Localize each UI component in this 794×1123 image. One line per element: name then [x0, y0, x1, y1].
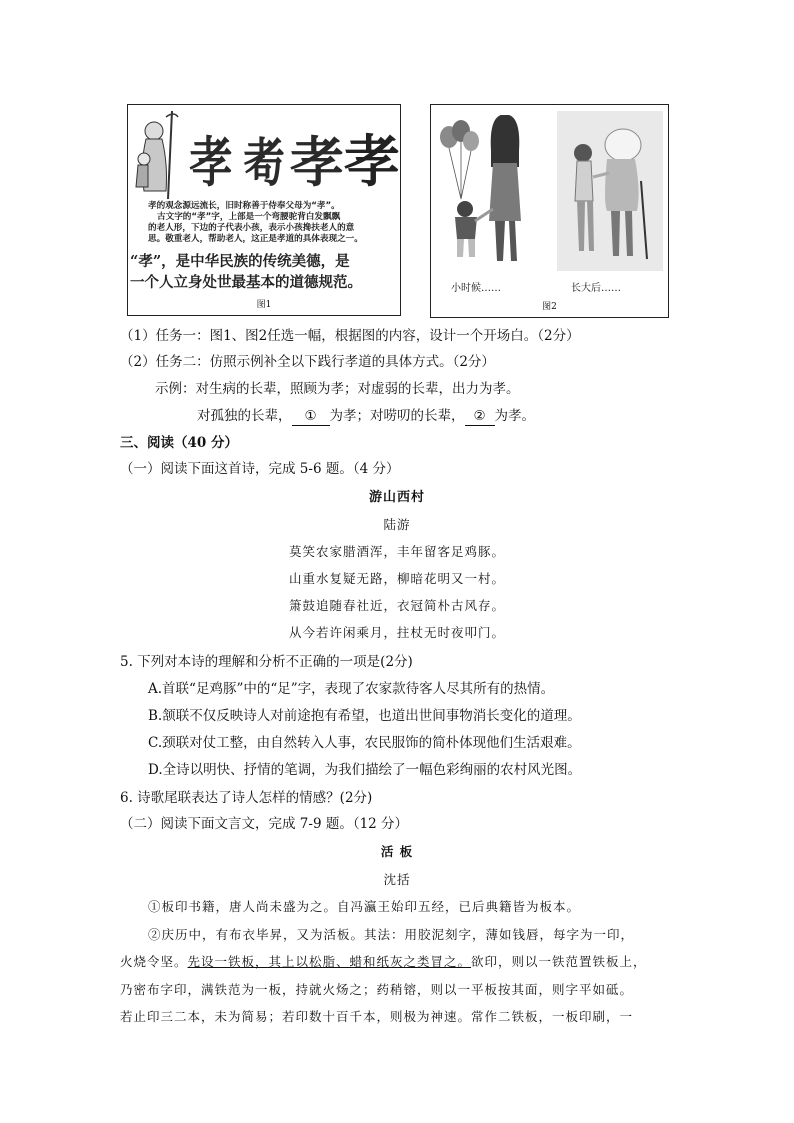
underlined-sentence: 先设一铁板，其上以松脂、蜡和纸灰之类冒之。 — [187, 954, 472, 969]
elder-with-child-illustration — [132, 109, 184, 205]
adulthood-scene — [557, 111, 663, 271]
question-5-option-d[interactable]: D.全诗以明快、抒情的笔调，为我们描绘了一幅色彩绚丽的农村风光图。 — [148, 762, 582, 778]
question-5-stem: 5. 下列对本诗的理解和分析不正确的一项是(2分) — [120, 654, 413, 670]
childhood-scene — [435, 111, 543, 271]
part-2-instruction: （二）阅读下面文言文，完成 7-9 题。（12 分） — [120, 816, 409, 832]
poem-line: 箫鼓追随春社近，衣冠简朴古风存。 — [288, 598, 505, 613]
figure1-small-line: 的老人形，下边的子代表小孩，表示小孩搀扶老人的意 — [148, 223, 355, 233]
poem-line: 莫笑农家腊酒浑，丰年留客足鸡豚。 — [288, 544, 505, 559]
fill-text-c: 为孝。 — [494, 408, 535, 424]
question-6: 6. 诗歌尾联表达了诗人怎样的情感？(2分) — [120, 790, 373, 806]
figure1-small-text — [148, 201, 396, 245]
answer-blank-2[interactable]: ② — [465, 407, 495, 426]
figure1-big-line: “孝”，是中华民族的传统美德，是 — [130, 253, 350, 270]
figure1-small-line: 孝的观念源远流长，旧时称善于侍奉父母为“孝”。 — [148, 201, 340, 211]
task-1: （1）任务一：图1、图2任选一幅，根据图的内容，设计一个开场白。（2分） — [120, 328, 580, 344]
question-5-option-b[interactable]: B.颔联不仅反映诗人对前途抱有希望，也道出世间事物消长变化的道理。 — [148, 708, 581, 724]
seal-char-3: 孝 — [290, 129, 345, 194]
part-1-instruction: （一）阅读下面这首诗，完成 5-6 题。（4 分） — [120, 461, 400, 477]
fill-text-a: 对孤独的长辈， — [197, 408, 292, 424]
task-example: 示例：对生病的长辈，照顾为孝；对虚弱的长辈，出力为孝。 — [155, 381, 520, 397]
figure-1 — [127, 104, 401, 316]
task-2: （2）任务二：仿照示例补全以下践行孝道的具体方式。（2分） — [120, 354, 495, 370]
poem-author: 陆游 — [383, 517, 411, 532]
prose-paragraph-2-line-4: 若止印三二本，未为简易；若印数十百千本，则极为神速。常作二铁板，一板印刷，一 — [120, 1009, 634, 1024]
poem-line: 山重水复疑无路，柳暗花明又一村。 — [288, 571, 505, 586]
poem-title: 游山西村 — [368, 490, 425, 505]
question-5-option-c[interactable]: C.颈联对仗工整，由自然转入人事，农民服饰的简朴体现他们生活艰难。 — [148, 735, 581, 751]
figure1-small-line: 思。敬重老人，帮助老人，这正是孝道的具体表现之一。 — [148, 234, 363, 244]
figure-2 — [430, 104, 669, 318]
prose-paragraph-2-line-1: ②庆历中，有布衣毕昇，又为活板。其法：用胶泥刻字，薄如钱唇，每字为一印， — [148, 927, 635, 942]
seal-script-row — [184, 113, 401, 203]
seal-char-1: 孝 — [189, 129, 233, 194]
seal-char-4: 孝 — [344, 129, 401, 195]
prose-text: 欲印，则以一铁范置铁板上， — [471, 954, 647, 969]
prose-paragraph-1: ①板印书籍，唐人尚未盛为之。自冯瀛王始印五经，已后典籍皆为板本。 — [148, 899, 581, 914]
figure1-caption: 图1 — [256, 300, 272, 310]
prose-author: 沈括 — [383, 872, 411, 887]
prose-title: 活 板 — [380, 844, 414, 859]
prose-paragraph-2-line-3: 乃密布字印，满铁范为一板，持就火炀之；药稍镕，则以一平板按其面，则字平如砥。 — [120, 982, 634, 997]
figure2-caption: 图2 — [542, 302, 557, 312]
poem-line: 从今若许闲乘月，拄杖无时夜叩门。 — [288, 625, 505, 640]
prose-paragraph-2-line-2 — [120, 953, 647, 971]
figure1-big-text — [130, 251, 398, 293]
seal-char-2: 耇 — [243, 132, 285, 194]
childhood-label: 小时候…… — [451, 283, 501, 294]
question-5-option-a[interactable]: A.首联“足鸡豚”中的“足”字，表现了农家款待客人尽其所有的热情。 — [148, 681, 555, 697]
figure1-small-line: 古文字的“孝”字，上部是一个弯腰驼背白发飘飘 — [157, 212, 341, 222]
adult-elder-illustration — [557, 111, 663, 271]
task-fill-line — [197, 407, 535, 426]
mother-child-illustration — [435, 111, 543, 271]
fill-text-b: 为孝；对唠叨的长辈， — [329, 408, 465, 424]
figure1-big-line: 一个人立身处世最基本的道德规范。 — [130, 274, 362, 291]
prose-text: 火烧令坚。 — [120, 954, 188, 969]
answer-blank-1[interactable]: ① — [292, 407, 330, 426]
adulthood-label: 长大后…… — [571, 283, 621, 294]
section-heading: 三、阅读（40 分） — [120, 435, 238, 451]
